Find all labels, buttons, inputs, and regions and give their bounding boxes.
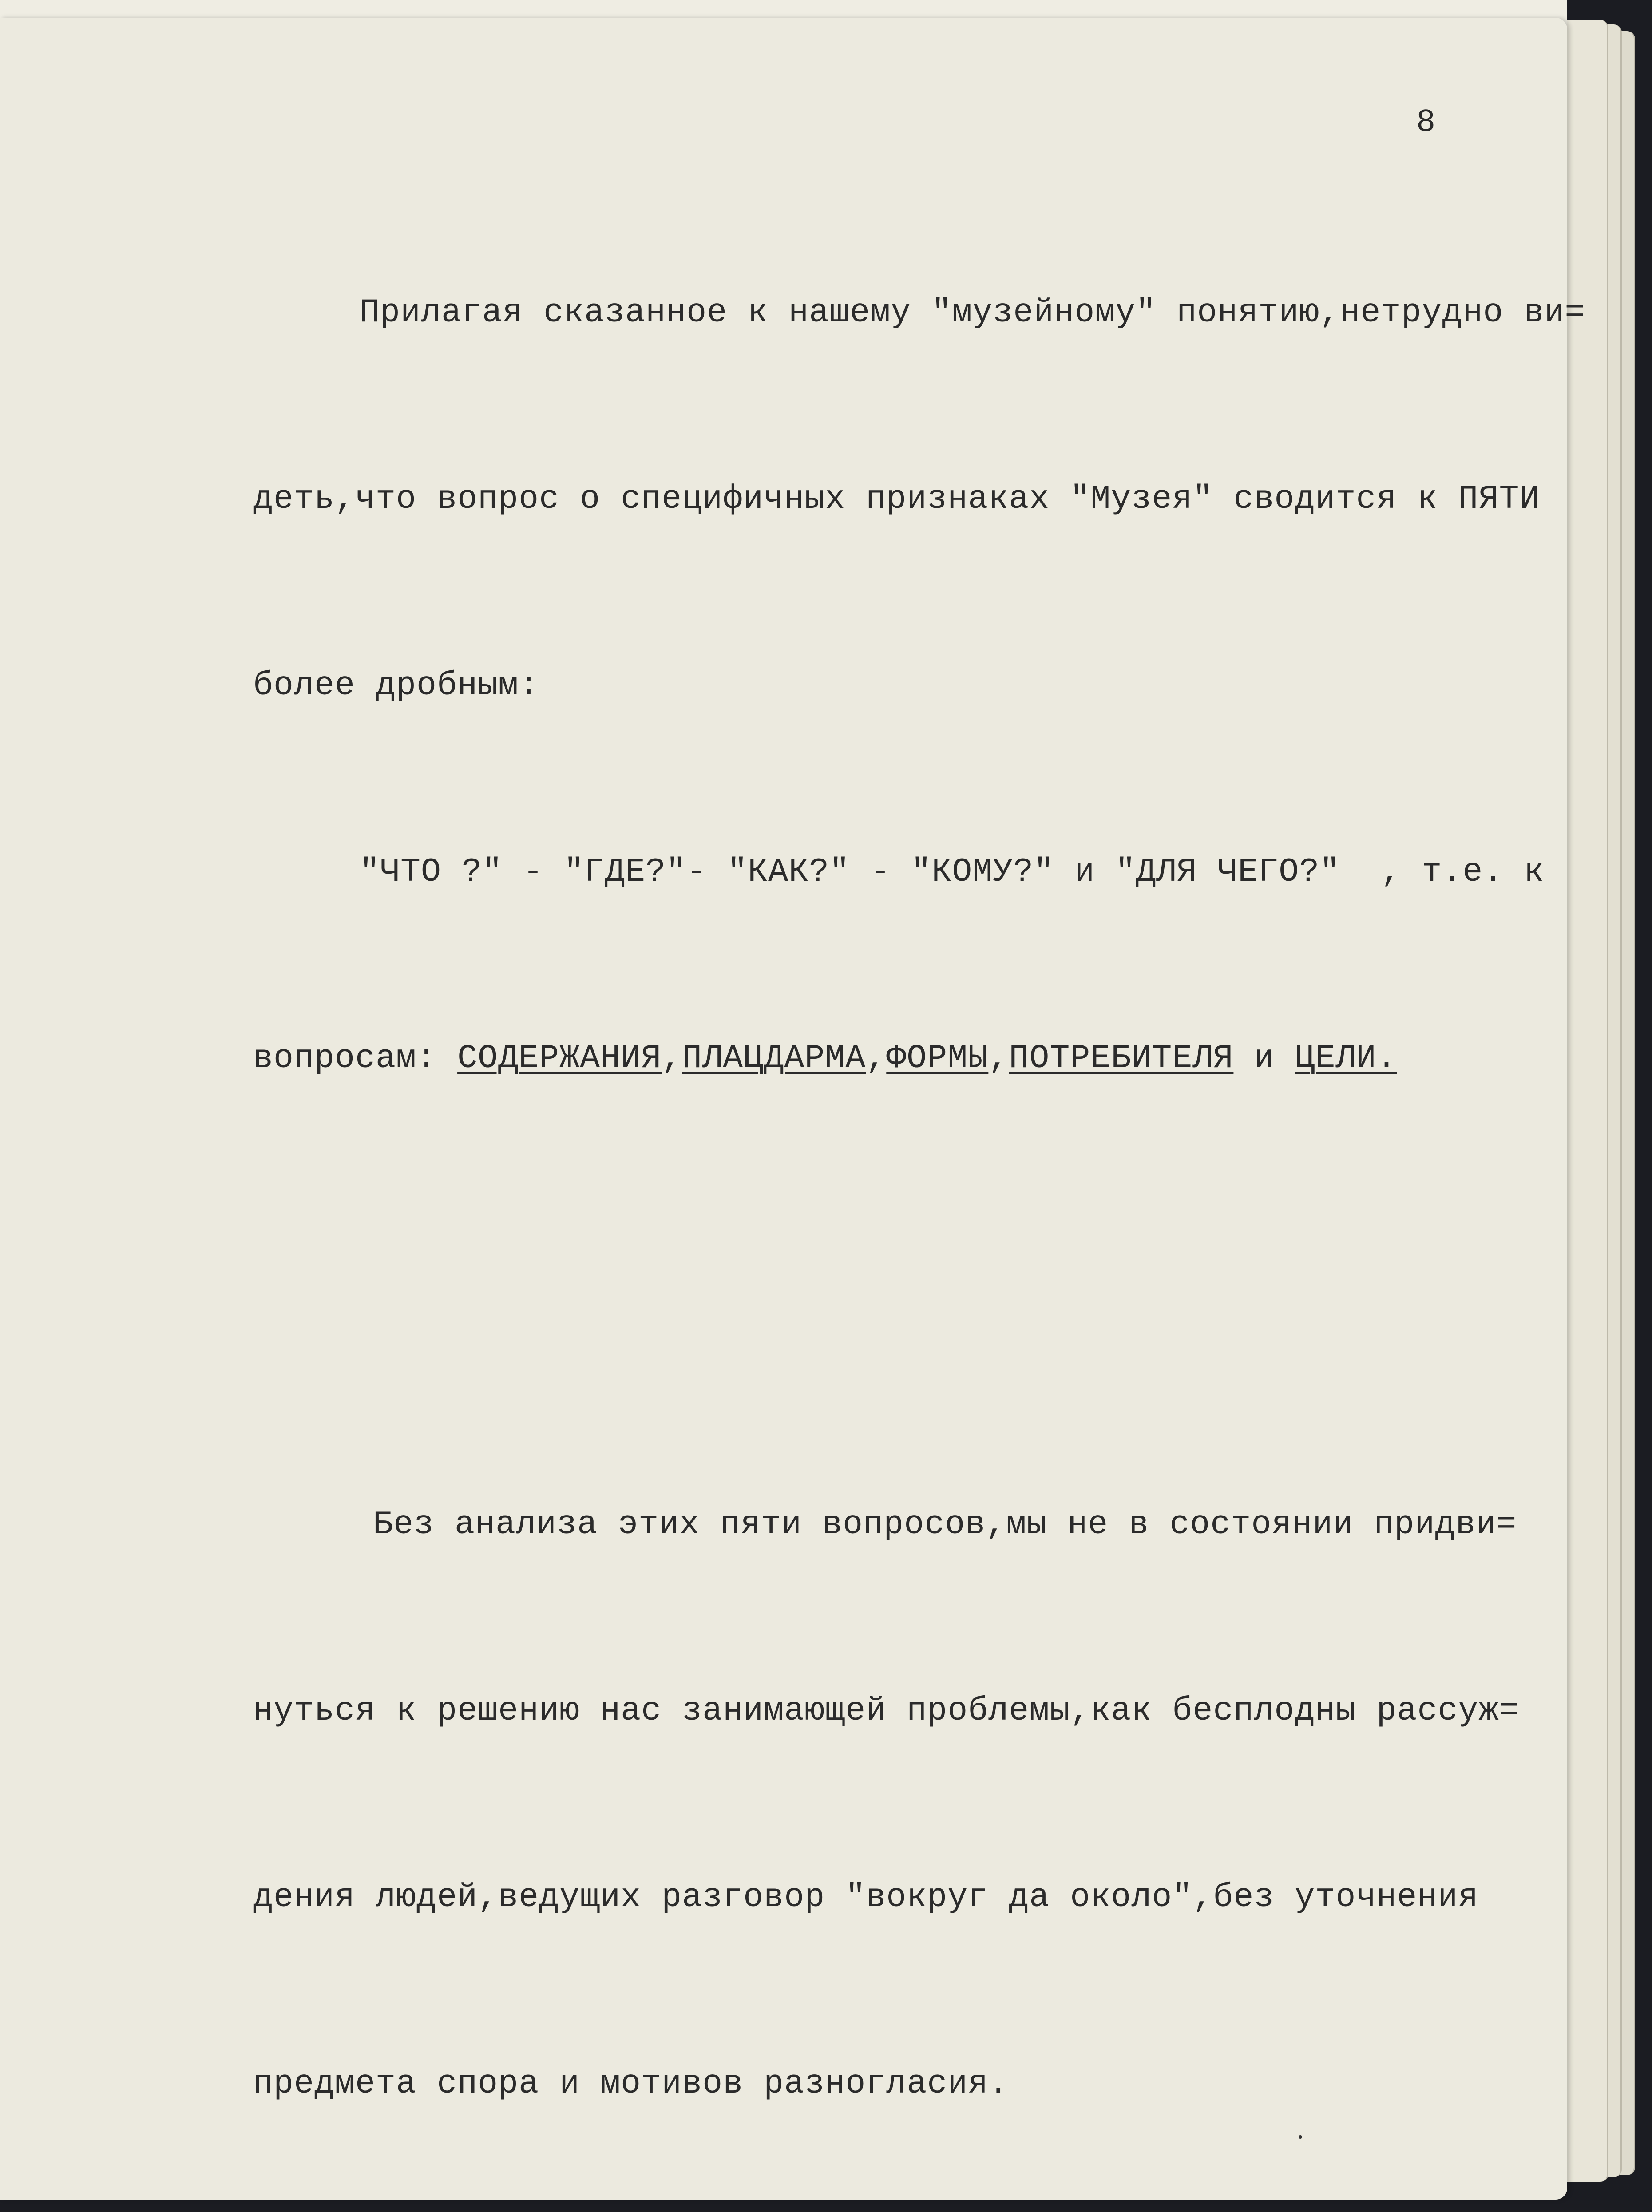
page-number: 8 (1416, 104, 1436, 141)
text-line: деть,что вопрос о специфичных признаках "Музея" сводится к ПЯТИ (253, 480, 1540, 518)
text-line: более дробным: (253, 667, 539, 704)
conjunction: и (1233, 1040, 1295, 1077)
page-body (253, 158, 1585, 2212)
paragraph-gap (253, 1276, 1541, 1307)
question-term: ПЛАЦДАРМА (682, 1040, 866, 1077)
ink-dot (1299, 2135, 1302, 2139)
questions-prefix: вопросам: (253, 1040, 458, 1077)
text-line: Прилагая сказанное к нашему "музейному" понятию,нетрудно ви= (360, 294, 1585, 332)
text-line: дения людей,ведущих разговор "вокруг да около",без уточнения (253, 1879, 1479, 1916)
separator: , (866, 1040, 887, 1077)
text-line: предмета спора и мотивов разногласия. (253, 2065, 1009, 2103)
text-line: нуться к решению нас занимающей проблемы,как бесплодны рассуж= (253, 1692, 1520, 1730)
typewritten-page (0, 18, 1585, 2200)
question-term: ЦЕЛИ. (1295, 1040, 1397, 1077)
question-term: ПОТРЕБИТЕЛЯ (1009, 1040, 1234, 1077)
separator: , (988, 1040, 1009, 1077)
question-term: СОДЕРЖАНИЯ (457, 1040, 662, 1077)
text-line: Без анализа этих пяти вопросов,мы не в состоянии придви= (373, 1506, 1517, 1543)
separator: , (662, 1040, 682, 1077)
questions-line (253, 1028, 1541, 1090)
question-term: ФОРМЫ (886, 1040, 989, 1077)
text-line: "ЧТО ?" - "ГДЕ?"- "КАК?" - "КОМУ?" и "ДЛЯ ЧЕГО?" , т.е. к (360, 853, 1545, 891)
